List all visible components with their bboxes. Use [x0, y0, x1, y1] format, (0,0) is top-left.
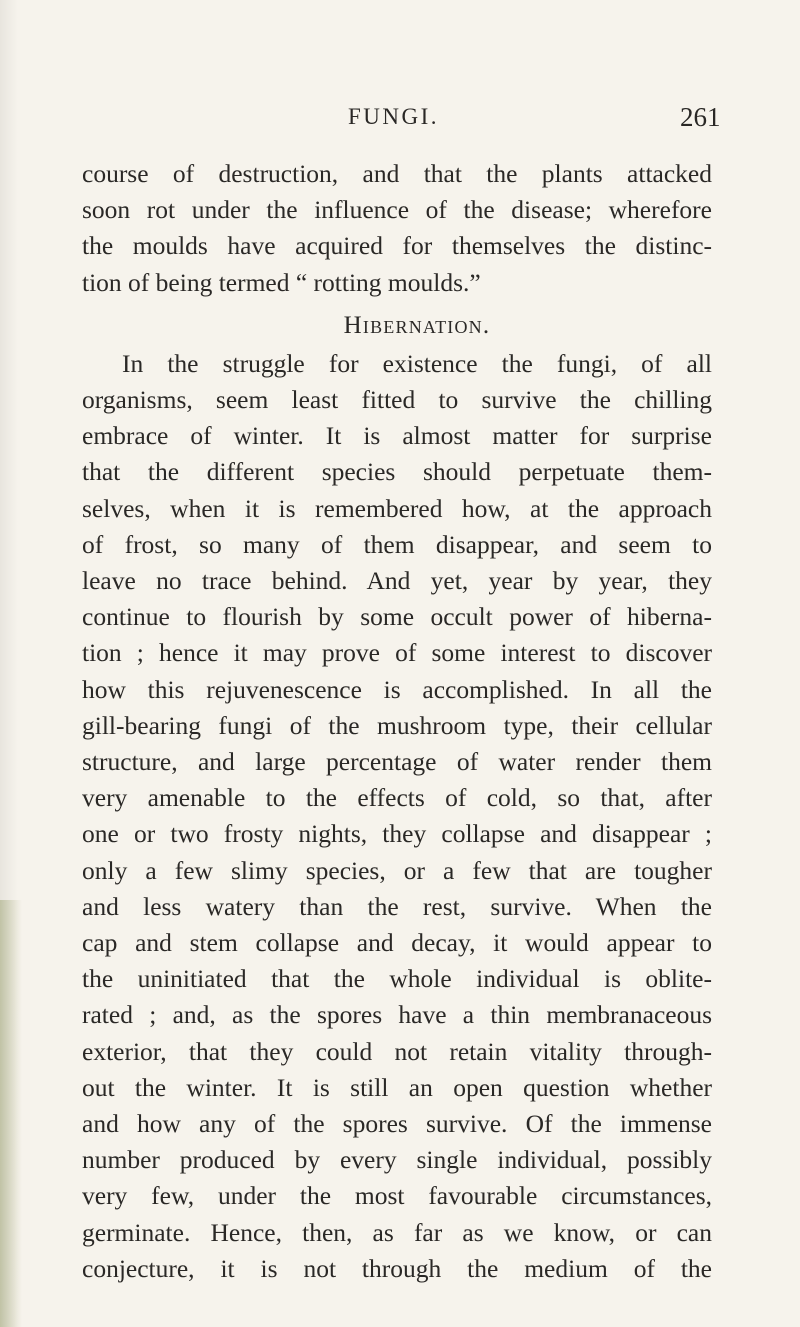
paragraph-2 — [82, 346, 712, 1287]
running-title: FUNGI. — [348, 104, 440, 129]
text-line: very few, under the most favourable circumstances, — [82, 1181, 712, 1211]
text-line: course of destruction, and that the plants attacked — [82, 159, 712, 188]
text-line: tion of being termed “ rotting moulds.” — [82, 267, 481, 297]
text-line: one or two frosty nights, they collapse and disappear ; — [82, 819, 712, 849]
text-line: and how any of the spores survive. Of the immense — [82, 1109, 712, 1139]
page-edge-shading — [0, 900, 22, 1327]
text-line: In the struggle for existence the fungi, of all — [122, 348, 712, 378]
text-line: conjecture, it is not through the medium of the — [82, 1253, 712, 1283]
text-line: how this rejuvenescence is accomplished. In all the — [82, 674, 712, 704]
text-line: of frost, so many of them disappear, and seem to — [82, 529, 712, 559]
text-line: very amenable to the effects of cold, so that, after — [82, 783, 712, 813]
text-line: and less watery than the rest, survive. When the — [82, 891, 712, 921]
running-head — [0, 104, 800, 144]
section-heading: Hibernation. — [343, 311, 491, 339]
text-line: structure, and large percentage of water render them — [82, 747, 712, 777]
text-line: the moulds have acquired for themselves the distinc- — [82, 231, 712, 261]
text-line: organisms, seem least fitted to survive the chilling — [82, 385, 712, 415]
text-line: that the different species should perpetuate them- — [82, 457, 712, 487]
text-line: gill-bearing fungi of the mushroom type, their cellular — [82, 710, 712, 740]
text-line: only a few slimy species, or a few that are tougher — [82, 855, 712, 885]
text-line: cap and stem collapse and decay, it would appear to — [82, 928, 712, 958]
text-line: leave no trace behind. And yet, year by year, they — [82, 566, 712, 596]
text-line: number produced by every single individual, possibly — [82, 1145, 712, 1175]
text-line: the uninitiated that the whole individual is oblite- — [82, 964, 712, 994]
text-line: selves, when it is remembered how, at the approach — [82, 493, 712, 523]
text-line: continue to flourish by some occult power of hiberna- — [82, 602, 712, 632]
body-text — [82, 156, 712, 1287]
text-line: germinate. Hence, then, as far as we know, or can — [82, 1217, 712, 1247]
text-line: exterior, that they could not retain vitality through- — [82, 1036, 712, 1066]
text-line: out the winter. It is still an open question whether — [82, 1072, 712, 1102]
text-line: tion ; hence it may prove of some interest to discover — [82, 638, 712, 668]
text-line: embrace of winter. It is almost matter for surprise — [82, 421, 712, 451]
paragraph-1 — [82, 156, 712, 301]
text-line: rated ; and, as the spores have a thin membranaceous — [82, 1000, 712, 1030]
text-line: soon rot under the influence of the disease; wherefore — [82, 195, 712, 225]
page-number: 261 — [680, 102, 721, 132]
